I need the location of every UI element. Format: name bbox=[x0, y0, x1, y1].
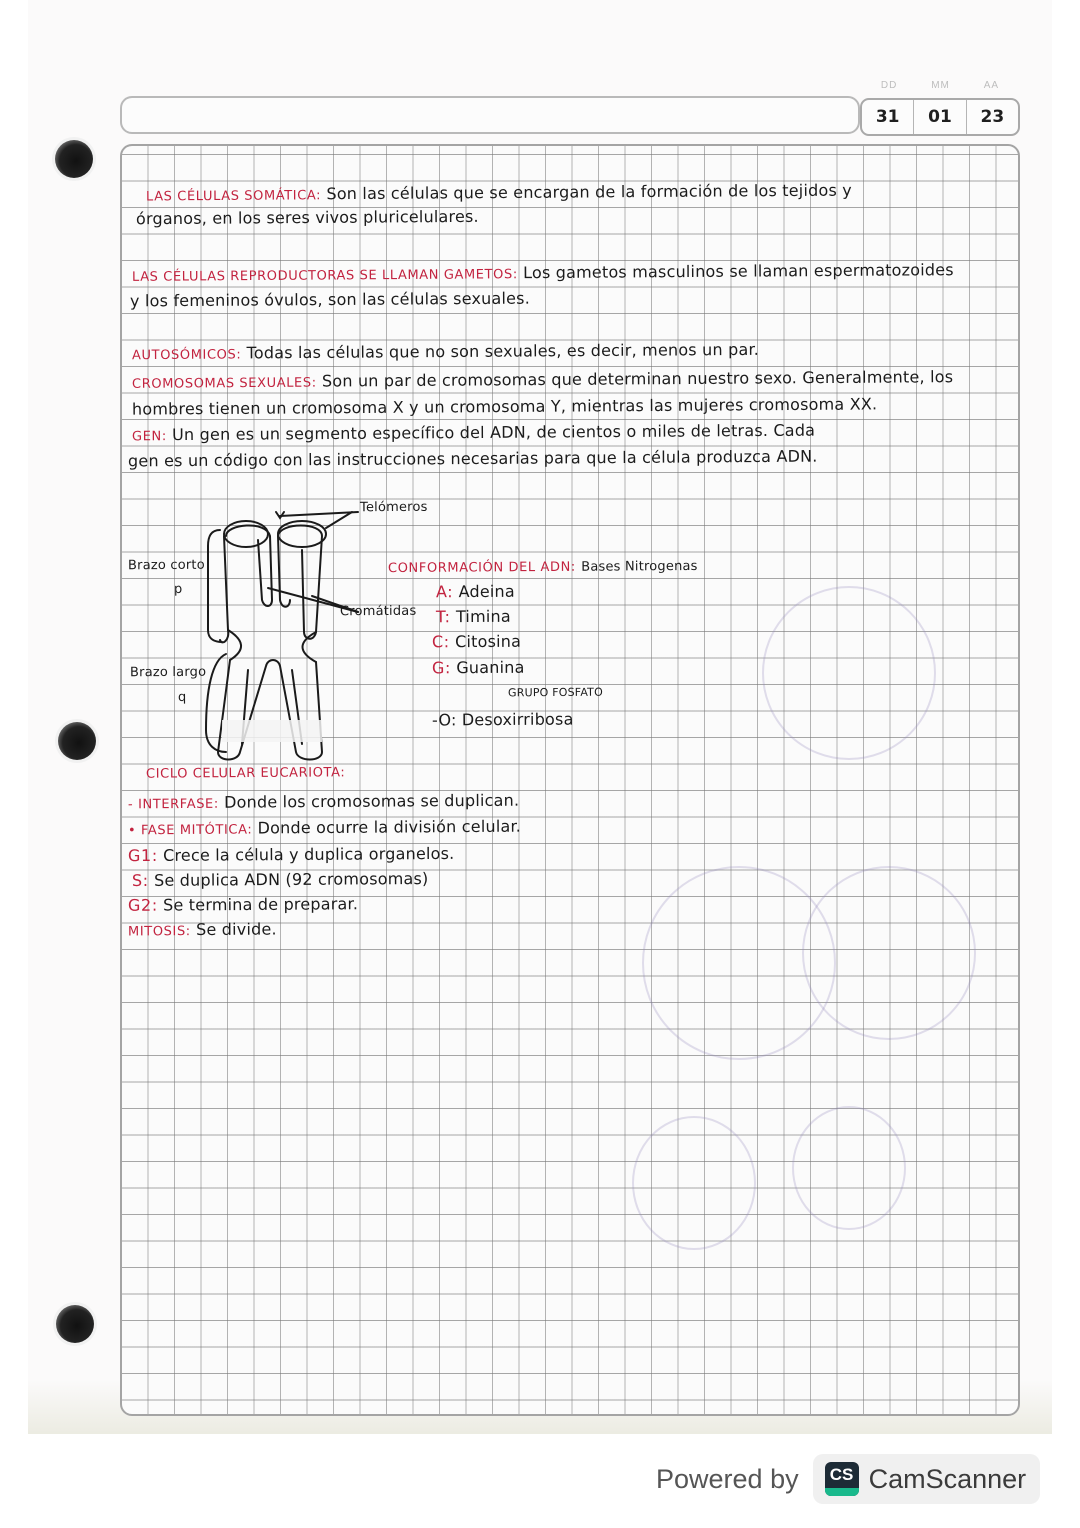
long-arm-letter: q bbox=[177, 689, 187, 706]
reproductive-line-2: y los femeninos óvulos, son las células sexuales. bbox=[129, 288, 531, 311]
autosomic-text: Todas las células que no son sexuales, es decir, menos un par. bbox=[246, 339, 760, 363]
sugar-prefix: -O: bbox=[431, 710, 457, 730]
cycle-item-text: Donde los cromosomas se duplican. bbox=[224, 790, 520, 812]
sugar-line bbox=[432, 710, 574, 730]
title-field bbox=[120, 96, 860, 134]
reproductive-heading: LAS CÉLULAS REPRODUCTORAS SE LLAMAN GAMETOS: bbox=[131, 267, 518, 285]
cycle-item-label: G1: bbox=[127, 845, 158, 866]
camscanner-logo-icon bbox=[825, 1462, 859, 1496]
logo-text: CS bbox=[829, 1465, 854, 1484]
short-arm-label: Brazo corto bbox=[127, 557, 205, 574]
camscanner-watermark bbox=[656, 1454, 1040, 1504]
bleed-through-drawing bbox=[802, 866, 976, 1040]
sex-chromosomes-text: Son un par de cromosomas que determinan nuestro sexo. Generalmente, los bbox=[321, 367, 954, 391]
base-letter: T: bbox=[435, 607, 451, 627]
date-day: 31 bbox=[862, 100, 914, 134]
base-name: Citosina bbox=[454, 631, 522, 652]
binder-hole bbox=[58, 722, 96, 760]
brand-name: CamScanner bbox=[868, 1463, 1027, 1494]
base-name: Timina bbox=[455, 606, 511, 627]
cycle-item-label: G2: bbox=[127, 895, 158, 915]
bleed-through-drawing bbox=[762, 586, 936, 760]
base-letter: A: bbox=[435, 582, 454, 602]
base-g bbox=[432, 658, 525, 678]
dna-heading: CONFORMACIÓN DEL ADN: bbox=[387, 559, 576, 577]
base-letter: C: bbox=[431, 632, 450, 652]
cell-cycle-heading: CICLO CELULAR EUCARIOTA: bbox=[145, 765, 346, 782]
long-arm-label: Brazo largo bbox=[129, 664, 207, 681]
gene-text: Un gen es un segmento específico del ADN, de cientos o miles de letras. Cada bbox=[172, 420, 816, 445]
cycle-item-label: • FASE MITÓTICA: bbox=[127, 822, 253, 839]
base-name: Guanina bbox=[456, 657, 525, 678]
autosomic-heading: AUTOSÓMICOS: bbox=[131, 347, 242, 364]
date-label-month: MM bbox=[931, 80, 950, 91]
bleed-through-drawing bbox=[792, 1106, 906, 1230]
cycle-item-text: Donde ocurre la división celular. bbox=[257, 816, 522, 838]
gene-heading: GEN: bbox=[131, 429, 167, 445]
date-label-year: AA bbox=[983, 80, 1000, 91]
cycle-item bbox=[132, 869, 429, 890]
reproductive-text: Los gametos masculinos se llaman espermatozoides bbox=[523, 260, 954, 283]
telomeres-label: Telómeros bbox=[359, 499, 428, 516]
date-labels bbox=[864, 80, 1016, 94]
eraser-mark bbox=[222, 720, 322, 742]
short-arm-letter: p bbox=[173, 581, 183, 598]
bleed-through-drawing bbox=[632, 1116, 756, 1250]
date-month: 01 bbox=[914, 100, 966, 134]
dna-subheading: Bases Nitrogenas bbox=[581, 558, 698, 575]
chromatids-label: Cromátidas bbox=[339, 603, 417, 620]
cycle-item bbox=[128, 894, 358, 915]
base-t bbox=[436, 607, 511, 627]
cycle-item-label: S: bbox=[131, 870, 149, 891]
cycle-item-text: Se divide. bbox=[195, 919, 277, 940]
sex-chromosomes-heading: CROMOSOMAS SEXUALES: bbox=[131, 375, 317, 392]
phosphate-label: GRUPO FOSFATO bbox=[507, 685, 603, 700]
dna-heading-line bbox=[388, 555, 698, 576]
cycle-item bbox=[128, 844, 455, 865]
camscanner-badge bbox=[813, 1454, 1041, 1504]
cycle-item bbox=[128, 817, 521, 839]
binder-hole bbox=[56, 1305, 94, 1343]
powered-by-text: Powered by bbox=[656, 1463, 799, 1494]
somatic-heading: LAS CÉLULAS SOMÁTICA: bbox=[145, 188, 322, 205]
somatic-line-2: órganos, en los seres vivos pluricelulares. bbox=[135, 206, 479, 229]
base-name: Adeina bbox=[458, 581, 515, 602]
cycle-item bbox=[128, 791, 519, 813]
cycle-item-label: - INTERFASE: bbox=[127, 796, 219, 813]
sex-chromosomes-line-2: hombres tienen un cromosoma X y un cromosoma Y, mientras las mujeres cromosoma XX. bbox=[131, 394, 878, 419]
gene-line-2: gen es un código con las instrucciones necesarias para que la célula produzca ADN. bbox=[127, 446, 818, 471]
date-label-day: DD bbox=[880, 80, 898, 91]
date-box bbox=[860, 98, 1020, 136]
base-letter: G: bbox=[431, 658, 452, 678]
cycle-item-label: MITOSIS: bbox=[127, 924, 191, 940]
cycle-item-text: Se termina de preparar. bbox=[163, 894, 359, 915]
base-a bbox=[436, 582, 515, 602]
sugar-name: Desoxirribosa bbox=[461, 709, 574, 730]
somatic-text: Son las células que se encargan de la formación de los tejidos y bbox=[326, 180, 852, 204]
binder-hole bbox=[55, 140, 93, 178]
base-c bbox=[432, 632, 521, 652]
cycle-item-text: Crece la célula y duplica organelos. bbox=[163, 843, 455, 865]
date-year: 23 bbox=[980, 107, 1005, 127]
cycle-item bbox=[128, 919, 277, 939]
cycle-item-text: Se duplica ADN (92 cromosomas) bbox=[153, 868, 429, 890]
